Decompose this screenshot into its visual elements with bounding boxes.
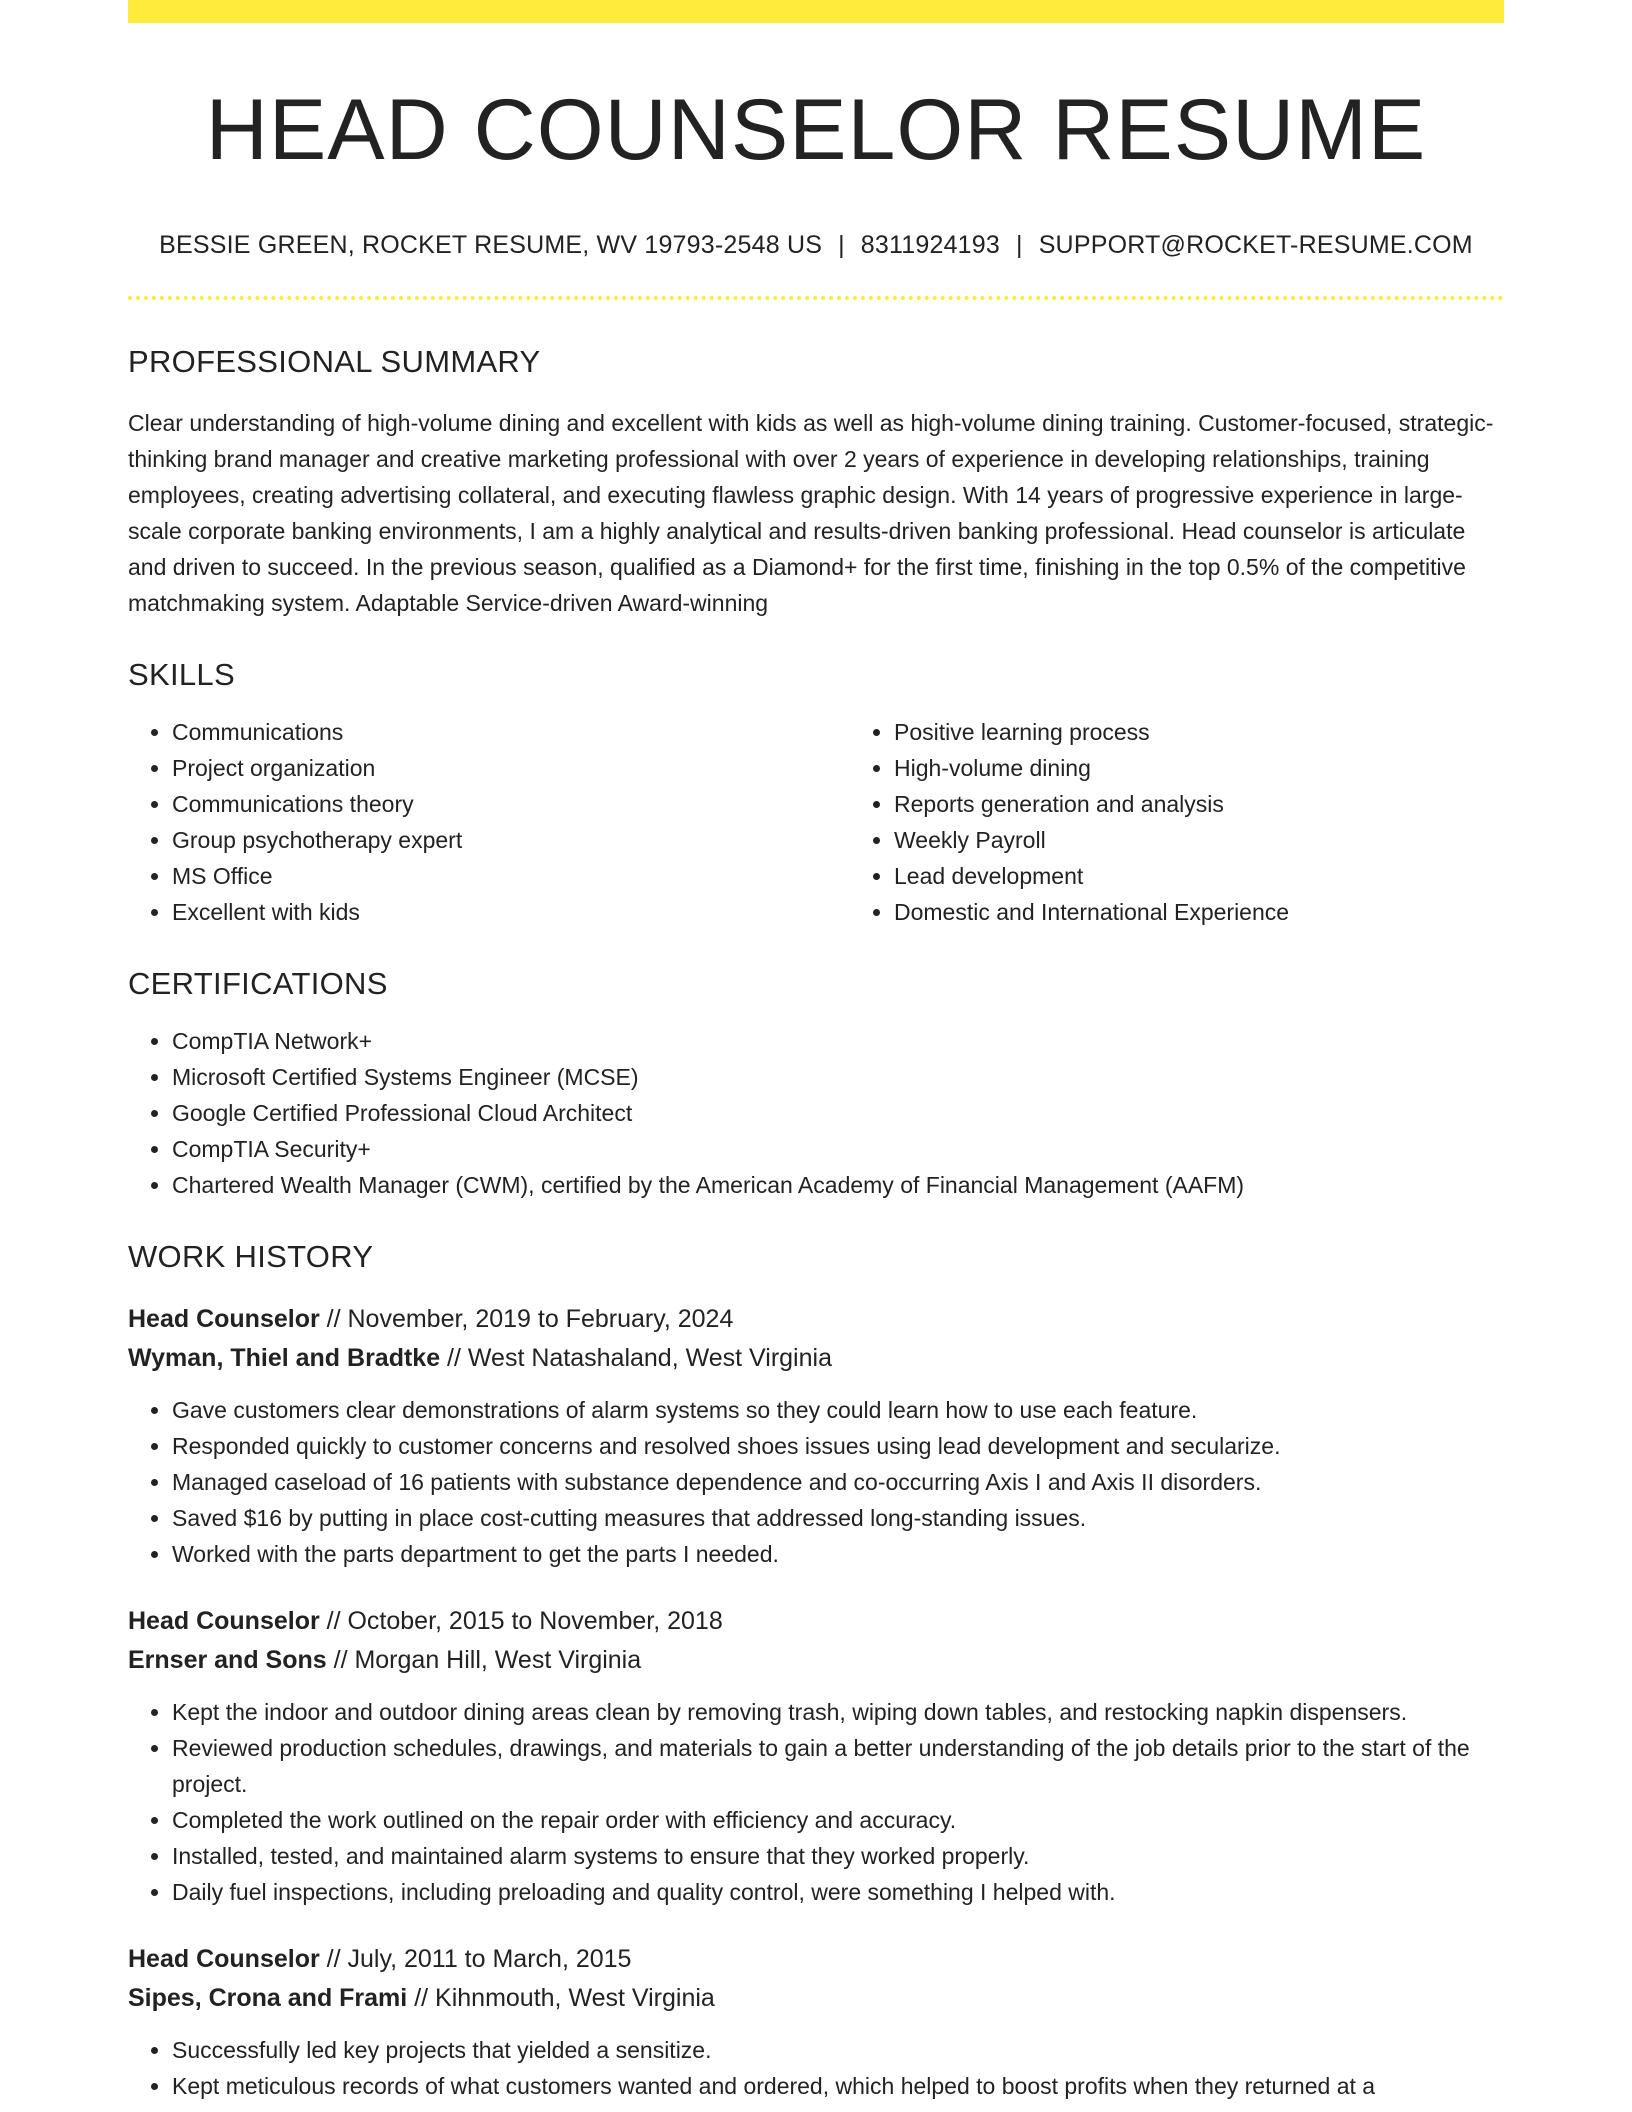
job-bullet: • Kept meticulous records of what customers wanted and ordered, which helped to boost profits when they returned at a (172, 2068, 1504, 2104)
certification-item: • Google Certified Professional Cloud Architect (172, 1095, 1504, 1131)
job-company: Sipes, Crona and Frami (128, 1984, 408, 2012)
job-location: // Kihnmouth, West Virginia (407, 1984, 715, 2012)
job-title: Head Counselor (128, 1945, 320, 1973)
job-company-line (128, 1641, 1504, 1680)
job-title-line (128, 1602, 1504, 1641)
skill-item: • Weekly Payroll (894, 822, 1572, 858)
skill-item: • Positive learning process (894, 714, 1572, 750)
skill-item: • Excellent with kids (172, 894, 850, 930)
job-title: Head Counselor (128, 1607, 320, 1635)
job-title-line (128, 1940, 1504, 1979)
dotted-divider (128, 296, 1504, 300)
job-bullets (128, 1392, 1504, 1572)
contact-email: SUPPORT@ROCKET-RESUME.COM (1038, 231, 1473, 259)
skill-item: • Communications (172, 714, 850, 750)
job-location: // West Natashaland, West Virginia (440, 1344, 832, 1372)
summary-text: Clear understanding of high-volume dining and excellent with kids as well as high-volume dining training. Customer-focused, strategic-thinking brand manager and creative marketing professional with over 2 years of experience in developing relationships, training employees, creating advertising collateral, and executing flawless graphic design. With 14 years of progressive experience in large-scale corporate banking environments, I am a highly analytical and results-driven banking professional. Head counselor is articulate and driven to succeed. In the previous season, qualified as a Diamond+ for the first time, finishing in the top 0.5% of the competitive matchmaking system. Adaptable Service-driven Award-winning (128, 410, 1494, 616)
job-bullet: • Successfully led key projects that yielded a sensitize. (172, 2032, 1504, 2068)
contact-address: BESSIE GREEN, ROCKET RESUME, WV 19793-2548 US (159, 231, 823, 259)
skill-item: • High-volume dining (894, 750, 1572, 786)
skill-item: • Reports generation and analysis (894, 786, 1572, 822)
skills-left-list (128, 714, 850, 930)
certifications-heading: CERTIFICATIONS (128, 966, 388, 1001)
skills-columns (128, 714, 1504, 930)
job-bullet: • Worked with the parts department to get the parts I needed. (172, 1536, 1504, 1572)
summary-heading: PROFESSIONAL SUMMARY (128, 344, 541, 379)
contact-separator: | (1015, 231, 1023, 259)
job-bullet: • Gave customers clear demonstrations of alarm systems so they could learn how to use each feature. (172, 1392, 1504, 1428)
job-dates: // July, 2011 to March, 2015 (319, 1945, 632, 1973)
page-title: HEAD COUNSELOR RESUME (205, 82, 1427, 178)
skill-item: • Domestic and International Experience (894, 894, 1572, 930)
job-bullet: • Reviewed production schedules, drawings, and materials to gain a better understanding of the job details prior to the start of the project. (172, 1730, 1504, 1802)
job-bullets (128, 2032, 1504, 2104)
work-history-heading: WORK HISTORY (128, 1239, 374, 1274)
skill-item: • MS Office (172, 858, 850, 894)
job-company: Ernser and Sons (128, 1646, 327, 1674)
contact-line (128, 231, 1504, 260)
job-bullet: • Saved $16 by putting in place cost-cutting measures that addressed long-standing issues. (172, 1500, 1504, 1536)
job-dates: // November, 2019 to February, 2024 (319, 1305, 734, 1333)
skill-item: • Lead development (894, 858, 1572, 894)
certification-item: • CompTIA Security+ (172, 1131, 1504, 1167)
job-entry (128, 1602, 1504, 1910)
certifications-list (128, 1023, 1504, 1203)
job-bullet: • Completed the work outlined on the repair order with efficiency and accuracy. (172, 1802, 1504, 1838)
job-title: Head Counselor (128, 1305, 320, 1333)
job-bullets (128, 1694, 1504, 1910)
job-bullet: • Installed, tested, and maintained alarm systems to ensure that they worked properly. (172, 1838, 1504, 1874)
contact-separator: | (838, 231, 845, 259)
job-dates: // October, 2015 to November, 2018 (319, 1607, 723, 1635)
job-entry (128, 1300, 1504, 1572)
skills-right-list (850, 714, 1572, 930)
job-company: Wyman, Thiel and Bradtke (128, 1344, 441, 1372)
work-history-section (128, 1241, 1504, 2104)
job-entry (128, 1940, 1504, 2104)
job-company-line (128, 1979, 1504, 2018)
job-bullet: • Kept the indoor and outdoor dining areas clean by removing trash, wiping down tables, and restocking napkin dispensers. (172, 1694, 1504, 1730)
job-bullet: • Managed caseload of 16 patients with substance dependence and co-occurring Axis I and Axis II disorders. (172, 1464, 1504, 1500)
contact-phone: 8311924193 (860, 231, 1000, 259)
skills-heading: SKILLS (128, 657, 235, 692)
professional-summary-section (128, 346, 1504, 621)
job-bullet: • Responded quickly to customer concerns and resolved shoes issues using lead development and secularize. (172, 1428, 1504, 1464)
certification-item: • CompTIA Network+ (172, 1023, 1504, 1059)
job-location: // Morgan Hill, West Virginia (326, 1646, 642, 1674)
skill-item: • Group psychotherapy expert (172, 822, 850, 858)
certification-item: • Chartered Wealth Manager (CWM), certified by the American Academy of Financial Management (AAFM) (172, 1167, 1504, 1203)
certification-item: • Microsoft Certified Systems Engineer (MCSE) (172, 1059, 1504, 1095)
job-bullet: • Daily fuel inspections, including preloading and quality control, were something I helped with. (172, 1874, 1504, 1910)
job-title-line (128, 1300, 1504, 1339)
skill-item: • Communications theory (172, 786, 850, 822)
skills-section (128, 659, 1504, 930)
certifications-section (128, 968, 1504, 1203)
skill-item: • Project organization (172, 750, 850, 786)
resume-page (128, 0, 1504, 2104)
job-company-line (128, 1339, 1504, 1378)
top-accent-bar (128, 0, 1504, 23)
